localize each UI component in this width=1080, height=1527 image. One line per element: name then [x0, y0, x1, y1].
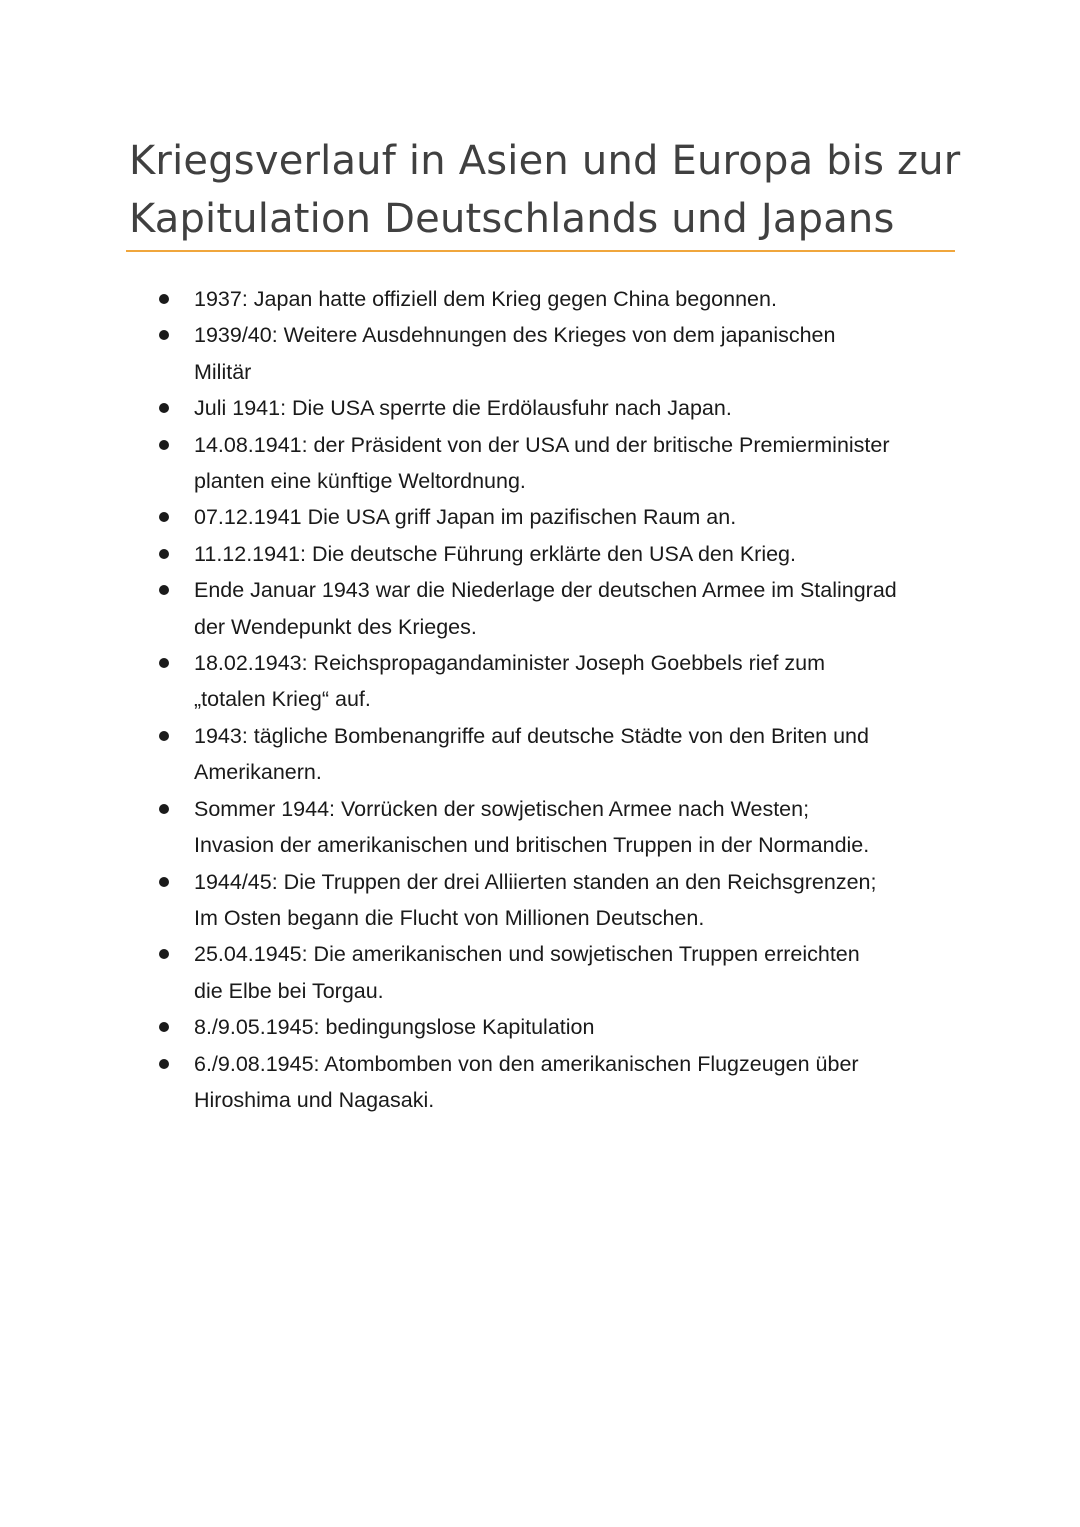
list-item	[194, 1046, 964, 1119]
bullet-icon	[159, 549, 169, 559]
list-item	[194, 718, 964, 791]
event-text-line: Invasion der amerikanischen und britischen Truppen in der Normandie.	[194, 833, 870, 858]
event-text-line: 18.02.1943: Reichspropagandaminister Joseph Goebbels rief zum	[194, 651, 826, 676]
event-text-line: 1939/40: Weitere Ausdehnungen des Krieges von dem japanischen	[194, 323, 836, 348]
list-item	[194, 281, 964, 317]
list-item	[194, 499, 964, 535]
event-text-line: 07.12.1941 Die USA griff Japan im pazifischen Raum an.	[194, 505, 737, 530]
page-title	[129, 132, 969, 248]
bullet-icon	[159, 294, 169, 304]
list-item	[194, 791, 964, 864]
title-line-2: Kapitulation Deutschlands und Japans	[129, 196, 895, 242]
event-text-line: Hiroshima und Nagasaki.	[194, 1087, 435, 1112]
event-text-line: Ende Januar 1943 war die Niederlage der deutschen Armee im Stalingrad	[194, 578, 897, 603]
list-item	[194, 1009, 964, 1045]
list-item	[194, 864, 964, 937]
title-underline-divider	[126, 250, 955, 252]
bullet-icon	[159, 330, 169, 340]
event-text-line: 25.04.1945: Die amerikanischen und sowjetischen Truppen erreichten	[194, 942, 860, 967]
event-text-line: Juli 1941: Die USA sperrte die Erdölausfuhr nach Japan.	[194, 396, 732, 421]
event-text-line: die Elbe bei Torgau.	[194, 978, 384, 1003]
event-text-line: „totalen Krieg“ auf.	[194, 687, 371, 712]
event-text-line: 14.08.1941: der Präsident von der USA und der britische Premierminister	[194, 432, 890, 457]
list-item	[194, 645, 964, 718]
event-text-line: 1944/45: Die Truppen der drei Alliierten standen an den Reichsgrenzen;	[194, 869, 877, 894]
bullet-icon	[159, 512, 169, 522]
list-item	[194, 572, 964, 645]
event-text-line: 6./9.08.1945: Atombomben von den amerikanischen Flugzeugen über	[194, 1051, 859, 1076]
event-text-line: der Wendepunkt des Krieges.	[194, 614, 477, 639]
event-text-line: Im Osten begann die Flucht von Millionen Deutschen.	[194, 905, 705, 930]
event-text-line: 1937: Japan hatte offiziell dem Krieg gegen China begonnen.	[194, 287, 777, 311]
bullet-icon	[159, 1022, 169, 1032]
list-item	[194, 936, 964, 1009]
bullet-icon	[159, 731, 169, 741]
bullet-icon	[159, 949, 169, 959]
bullet-icon	[159, 440, 169, 450]
title-line-1: Kriegsverlauf in Asien und Europa bis zur	[129, 138, 961, 184]
list-item	[194, 427, 964, 500]
event-text-line: Amerikanern.	[194, 760, 322, 785]
event-text-line: planten eine künftige Weltordnung.	[194, 469, 526, 494]
bullet-icon	[159, 658, 169, 668]
bullet-icon	[159, 877, 169, 887]
list-item	[194, 317, 964, 390]
event-text-line: Sommer 1944: Vorrücken der sowjetischen Armee nach Westen;	[194, 796, 810, 821]
bullet-icon	[159, 1059, 169, 1069]
event-text-line: 11.12.1941: Die deutsche Führung erklärte den USA den Krieg.	[194, 541, 796, 566]
bullet-icon	[159, 585, 169, 595]
bullet-icon	[159, 403, 169, 413]
event-text-line: 1943: tägliche Bombenangriffe auf deutsche Städte von den Briten und	[194, 723, 869, 748]
event-text-line: 8./9.05.1945: bedingungslose Kapitulation	[194, 1015, 595, 1040]
bullet-icon	[159, 804, 169, 814]
list-item	[194, 390, 964, 426]
event-text-line: Militär	[194, 359, 252, 384]
event-timeline-list	[194, 281, 964, 1118]
list-item	[194, 536, 964, 572]
